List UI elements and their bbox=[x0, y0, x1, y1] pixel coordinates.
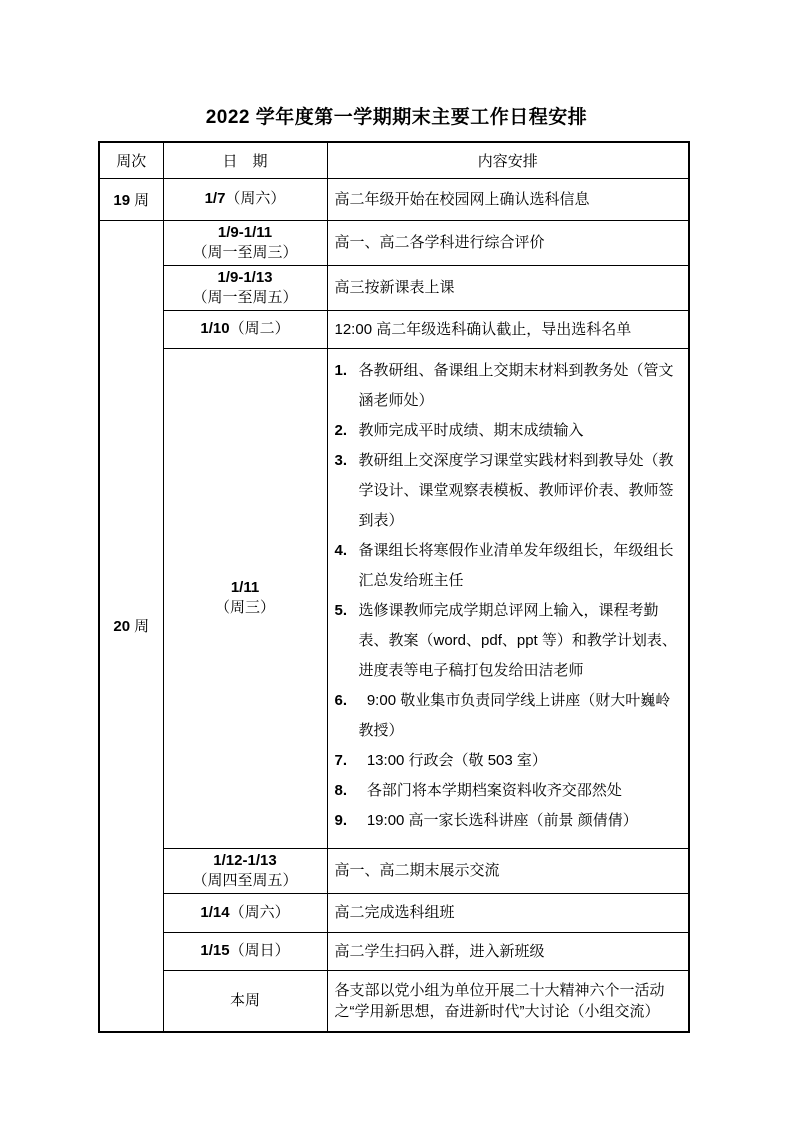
date-range: 1/7 bbox=[204, 190, 226, 207]
header-row bbox=[99, 142, 689, 178]
date-range: 1/11 bbox=[230, 579, 260, 596]
date-range: 1/15 bbox=[200, 942, 230, 959]
week-cell bbox=[99, 178, 163, 220]
list-item-number: 8. bbox=[334, 781, 348, 799]
list-item bbox=[335, 356, 684, 416]
content-cell: 高三按新课表上课 bbox=[327, 265, 689, 310]
content-cell: 高二学生扫码入群，进入新班级 bbox=[327, 932, 689, 970]
date-label: 本周 bbox=[229, 991, 260, 1009]
schedule-table bbox=[98, 141, 690, 1033]
list-item-number: 9. bbox=[334, 811, 348, 829]
list-item-text: 各部门将本学期档案资料收齐交邵然处 bbox=[358, 781, 622, 799]
content-cell: 12:00 高二年级选科确认截止，导出选科名单 bbox=[327, 310, 689, 348]
date-weekday: （周一至周五） bbox=[192, 288, 298, 306]
list-item bbox=[335, 446, 684, 536]
date-cell bbox=[163, 178, 327, 220]
content-cell: 高一、高二期末展示交流 bbox=[327, 848, 689, 893]
list-item bbox=[335, 806, 684, 836]
list-item bbox=[335, 746, 684, 776]
list-item bbox=[335, 416, 684, 446]
date-weekday: （周四至周五） bbox=[192, 871, 298, 889]
content-cell: 高二年级开始在校园网上确认选科信息 bbox=[327, 178, 689, 220]
date-cell bbox=[163, 893, 327, 932]
week-cell bbox=[99, 220, 163, 1032]
week-number: 20 bbox=[113, 618, 131, 636]
list-item-text: 教师完成平时成绩、期末成绩输入 bbox=[358, 421, 584, 439]
date-cell bbox=[163, 848, 327, 893]
list-item-text: 选修课教师完成学期总评网上输入，课程考勤表、教案（word、pdf、ppt 等）和教学计划表、进度表等电子稿打包发给田洁老师 bbox=[358, 601, 677, 679]
date-cell bbox=[163, 932, 327, 970]
table-row bbox=[99, 893, 689, 932]
list-item bbox=[335, 776, 684, 806]
col-header-date: 日 期 bbox=[163, 142, 327, 178]
date-weekday: （周六） bbox=[229, 903, 290, 921]
table-row bbox=[99, 932, 689, 970]
list-item-text: 教研组上交深度学习课堂实践材料到教导处（教学设计、课堂观察表模板、教师评价表、教师签到表） bbox=[358, 451, 674, 529]
date-cell bbox=[163, 310, 327, 348]
table-row bbox=[99, 265, 689, 310]
date-weekday: （周二） bbox=[229, 320, 290, 337]
date-range: 1/9-1/11 bbox=[217, 223, 273, 241]
date-cell bbox=[163, 348, 327, 848]
list-item-number: 7. bbox=[334, 751, 348, 769]
content-cell: 各支部以党小组为单位开展二十大精神六个一活动之“学用新思想，奋进新时代”大讨论（小组交流） bbox=[327, 970, 689, 1032]
page-title: 2022 学年度第一学期期末主要工作日程安排 bbox=[205, 107, 588, 128]
col-header-content: 内容安排 bbox=[327, 142, 689, 178]
table-row bbox=[99, 848, 689, 893]
table-row bbox=[99, 220, 689, 265]
list-item-text: 19:00 高一家长选科讲座（前景 颜倩倩） bbox=[358, 811, 638, 829]
date-weekday: （周日） bbox=[229, 942, 290, 959]
list-item-number: 3. bbox=[334, 451, 348, 469]
date-range: 1/14 bbox=[200, 903, 230, 921]
date-cell bbox=[163, 970, 327, 1032]
list-item-number: 5. bbox=[334, 601, 348, 619]
content-cell: 高二完成选科组班 bbox=[327, 893, 689, 932]
date-weekday: （周三） bbox=[214, 599, 275, 616]
list-item-text: 9:00 敬业集市负责同学线上讲座（财大叶巍岭教授） bbox=[358, 691, 671, 739]
table-row bbox=[99, 178, 689, 220]
table-row bbox=[99, 310, 689, 348]
date-range: 1/9-1/13 bbox=[217, 268, 273, 286]
list-item-text: 各教研组、备课组上交期末材料到教务处（管文涵老师处） bbox=[358, 361, 674, 409]
date-range: 1/10 bbox=[200, 320, 230, 337]
date-weekday: （周一至周三） bbox=[192, 243, 298, 261]
list-item bbox=[335, 686, 684, 746]
week-unit: 周 bbox=[134, 191, 150, 209]
content-cell bbox=[327, 348, 689, 848]
date-range: 1/12-1/13 bbox=[213, 851, 277, 869]
list-item-text: 备课组长将寒假作业清单发年级组长，年级组长汇总发给班主任 bbox=[358, 541, 674, 589]
col-header-week: 周次 bbox=[99, 142, 163, 178]
list-item-number: 1. bbox=[334, 361, 348, 379]
content-cell: 高一、高二各学科进行综合评价 bbox=[327, 220, 689, 265]
list-item-number: 4. bbox=[334, 541, 348, 559]
week-number: 19 bbox=[113, 191, 131, 209]
list-item-number: 6. bbox=[334, 691, 348, 709]
date-cell bbox=[163, 220, 327, 265]
list-item bbox=[335, 596, 684, 686]
list-item bbox=[335, 536, 684, 596]
table-row bbox=[99, 348, 689, 848]
date-cell bbox=[163, 265, 327, 310]
date-weekday: （周六） bbox=[225, 190, 286, 207]
week-unit: 周 bbox=[134, 618, 150, 636]
list-item-text: 13:00 行政会（敬 503 室） bbox=[358, 751, 547, 769]
table-row bbox=[99, 970, 689, 1032]
list-item-number: 2. bbox=[334, 421, 348, 439]
